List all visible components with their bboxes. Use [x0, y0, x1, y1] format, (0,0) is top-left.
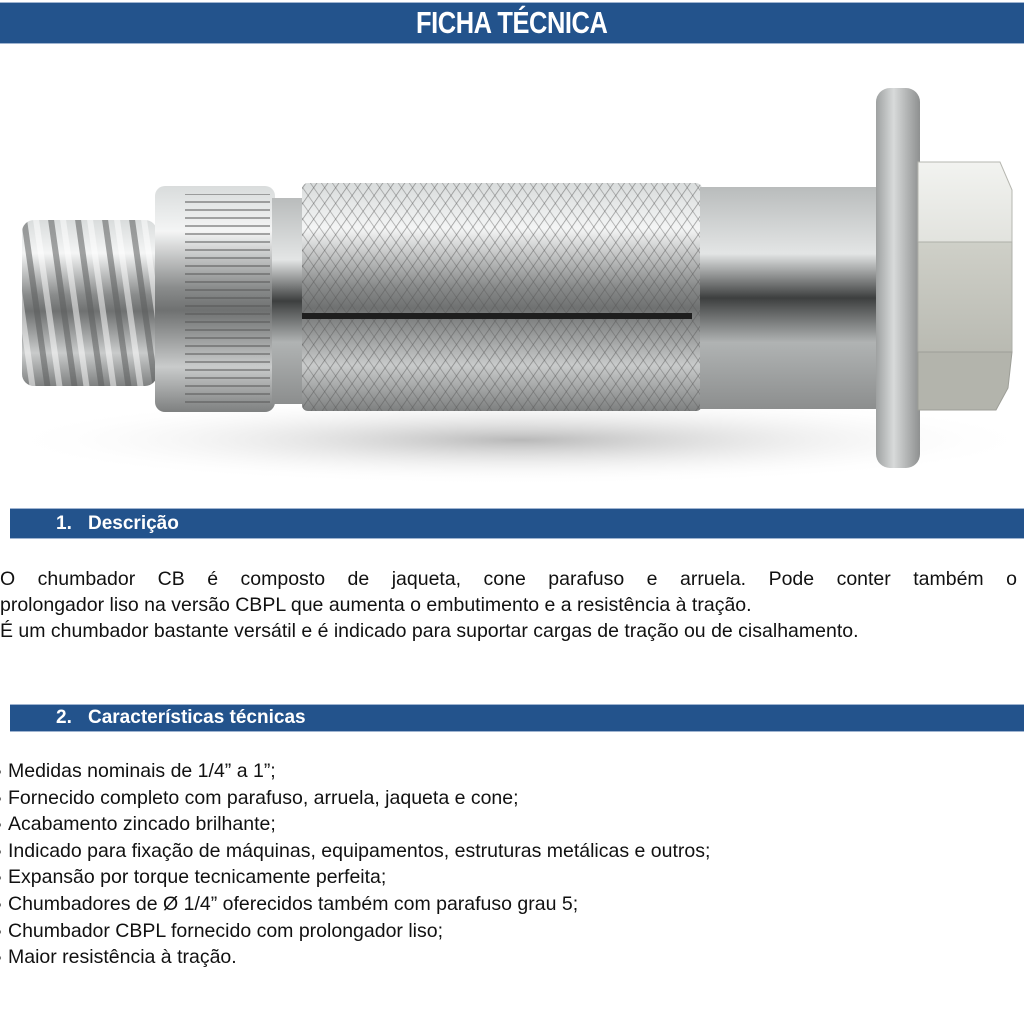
page-title: FICHA TÉCNICA [416, 5, 608, 40]
list-item: Maior resistência à tração. [0, 944, 710, 971]
bullet-icon [0, 956, 1, 960]
section-number: 2. [56, 707, 72, 728]
features-list [0, 758, 710, 971]
list-item: Indicado para fixação de máquinas, equipamentos, estruturas metálicas e outros; [0, 838, 710, 865]
bullet-icon [0, 876, 1, 880]
section-title: Descrição [88, 512, 179, 534]
anchor-bolt-image [0, 70, 1024, 490]
section-header-descricao [10, 508, 1024, 539]
header-bar [0, 2, 1024, 44]
bullet-icon [0, 903, 1, 907]
section-title: Características técnicas [88, 707, 306, 728]
bullet-icon [0, 930, 1, 934]
description-paragraph [0, 566, 1017, 644]
list-item: Chumbadores de Ø 1/4” oferecidos também com parafuso grau 5; [0, 891, 710, 918]
bullet-icon [0, 823, 1, 827]
bullet-icon [0, 797, 1, 801]
list-item: Acabamento zincado brilhante; [0, 811, 710, 838]
bullet-icon [0, 770, 1, 774]
description-line: prolongador liso na versão CBPL que aumenta o embutimento e a resistência à tração. [0, 594, 752, 616]
list-item: Chumbador CBPL fornecido com prolongador liso; [0, 918, 710, 945]
bullet-icon [0, 850, 1, 854]
section-header-caracteristicas [10, 704, 1024, 732]
list-item: Expansão por torque tecnicamente perfeita; [0, 864, 710, 891]
description-line: É um chumbador bastante versátil e é indicado para suportar cargas de tração ou de cisalhamento. [0, 620, 859, 642]
section-number: 1. [56, 512, 72, 534]
list-item: Medidas nominais de 1/4” a 1”; [0, 758, 710, 785]
list-item: Fornecido completo com parafuso, arruela, jaqueta e cone; [0, 785, 710, 812]
description-line: O chumbador CB é composto de jaqueta, cone parafuso e arruela. Pode conter também o [0, 568, 1017, 590]
